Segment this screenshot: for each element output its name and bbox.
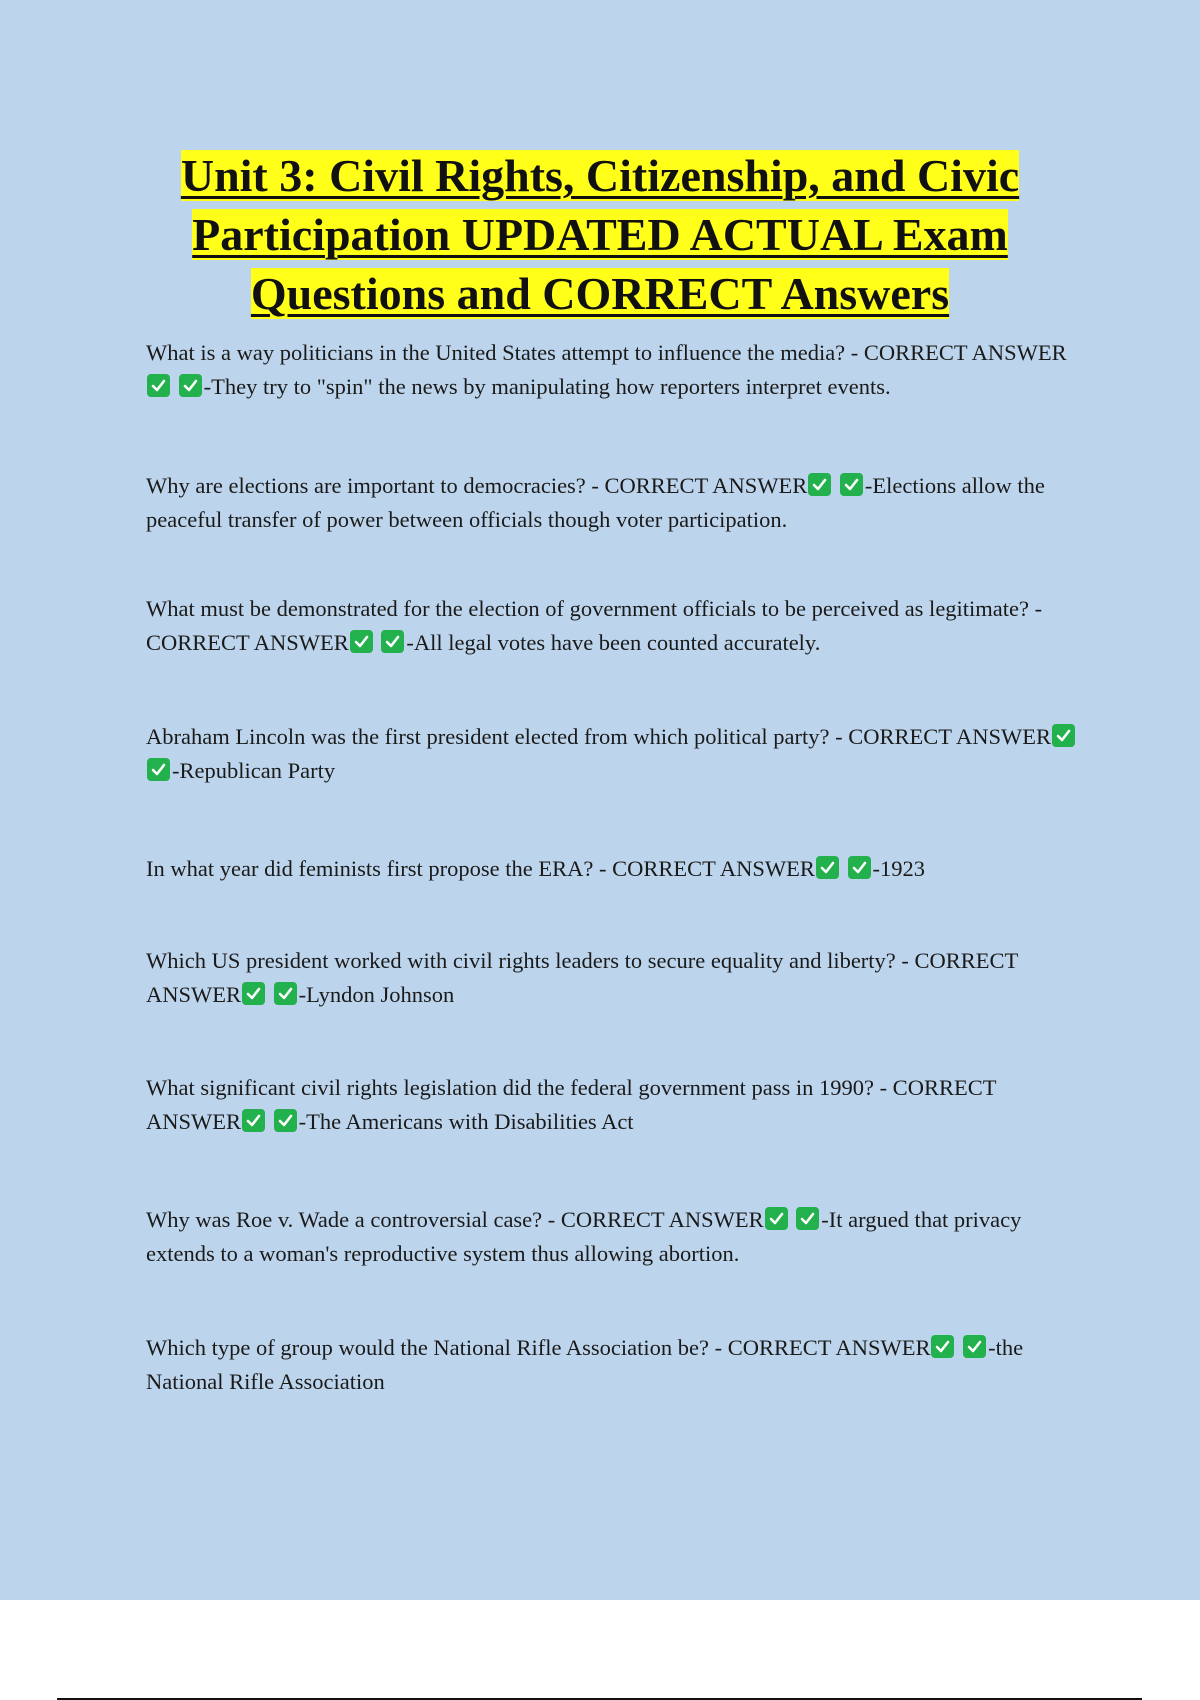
document-title-text: Unit 3: Civil Rights, Citizenship, and Civic Participation UPDATED ACTUAL Exam Questions and CORRECT Answers <box>180 150 1020 319</box>
check-icon <box>963 1335 986 1358</box>
answer-text: -Elections allow the peaceful transfer of power between officials though voter participation. <box>146 473 1045 532</box>
qa-item-6 <box>146 944 1091 1012</box>
check-icon <box>840 473 863 496</box>
check-icon <box>350 630 373 653</box>
qa-item-2 <box>146 469 1091 537</box>
check-icon <box>931 1335 954 1358</box>
question-text: Why are elections are important to democracies? - CORRECT ANSWER <box>146 473 808 498</box>
check-icon <box>274 1109 297 1132</box>
answer-text: -They try to "spin" the news by manipulating how reporters interpret events. <box>203 374 891 399</box>
check-icon <box>381 630 404 653</box>
qa-item-1 <box>146 336 1091 404</box>
question-text: Why was Roe v. Wade a controversial case? - CORRECT ANSWER <box>146 1207 764 1232</box>
answer-text: -It argued that privacy extends to a woman's reproductive system thus allowing abortion. <box>146 1207 1022 1266</box>
answer-text: -1923 <box>872 856 926 881</box>
question-text: What is a way politicians in the United States attempt to influence the media? - CORRECT ANSWER <box>146 340 1067 365</box>
check-icon <box>242 982 265 1005</box>
qa-item-4 <box>146 720 1091 788</box>
answer-text: -All legal votes have been counted accurately. <box>406 630 821 655</box>
check-icon <box>179 374 202 397</box>
check-icon <box>848 856 871 879</box>
qa-item-3 <box>146 592 1091 660</box>
check-icon <box>816 856 839 879</box>
qa-item-7 <box>146 1071 1091 1139</box>
check-icon <box>765 1207 788 1230</box>
question-text: In what year did feminists first propose the ERA? - CORRECT ANSWER <box>146 856 815 881</box>
answer-text: -Lyndon Johnson <box>298 982 455 1007</box>
check-icon <box>1052 724 1075 747</box>
question-text: Which US president worked with civil rights leaders to secure equality and liberty? - CORRECT ANSWER <box>146 948 1018 1007</box>
question-text: Abraham Lincoln was the first president elected from which political party? - CORRECT ANSWER <box>146 724 1051 749</box>
check-icon <box>796 1207 819 1230</box>
check-icon <box>147 758 170 781</box>
document-title <box>120 146 1080 323</box>
question-text: What must be demonstrated for the election of government officials to be perceived as legitimate? - CORRECT ANSWER <box>146 596 1043 655</box>
qa-item-8 <box>146 1203 1091 1271</box>
check-icon <box>242 1109 265 1132</box>
check-icon <box>274 982 297 1005</box>
check-icon <box>147 374 170 397</box>
answer-text: -Republican Party <box>172 758 336 783</box>
answer-text: -the National Rifle Association <box>146 1335 1024 1394</box>
check-icon <box>808 473 831 496</box>
qa-item-5 <box>146 852 1091 886</box>
question-text: What significant civil rights legislation did the federal government pass in 1990? - CORRECT ANSWER <box>146 1075 997 1134</box>
qa-item-9 <box>146 1331 1091 1399</box>
answer-text: -The Americans with Disabilities Act <box>298 1109 634 1134</box>
question-text: Which type of group would the National Rifle Association be? - CORRECT ANSWER <box>146 1335 931 1360</box>
